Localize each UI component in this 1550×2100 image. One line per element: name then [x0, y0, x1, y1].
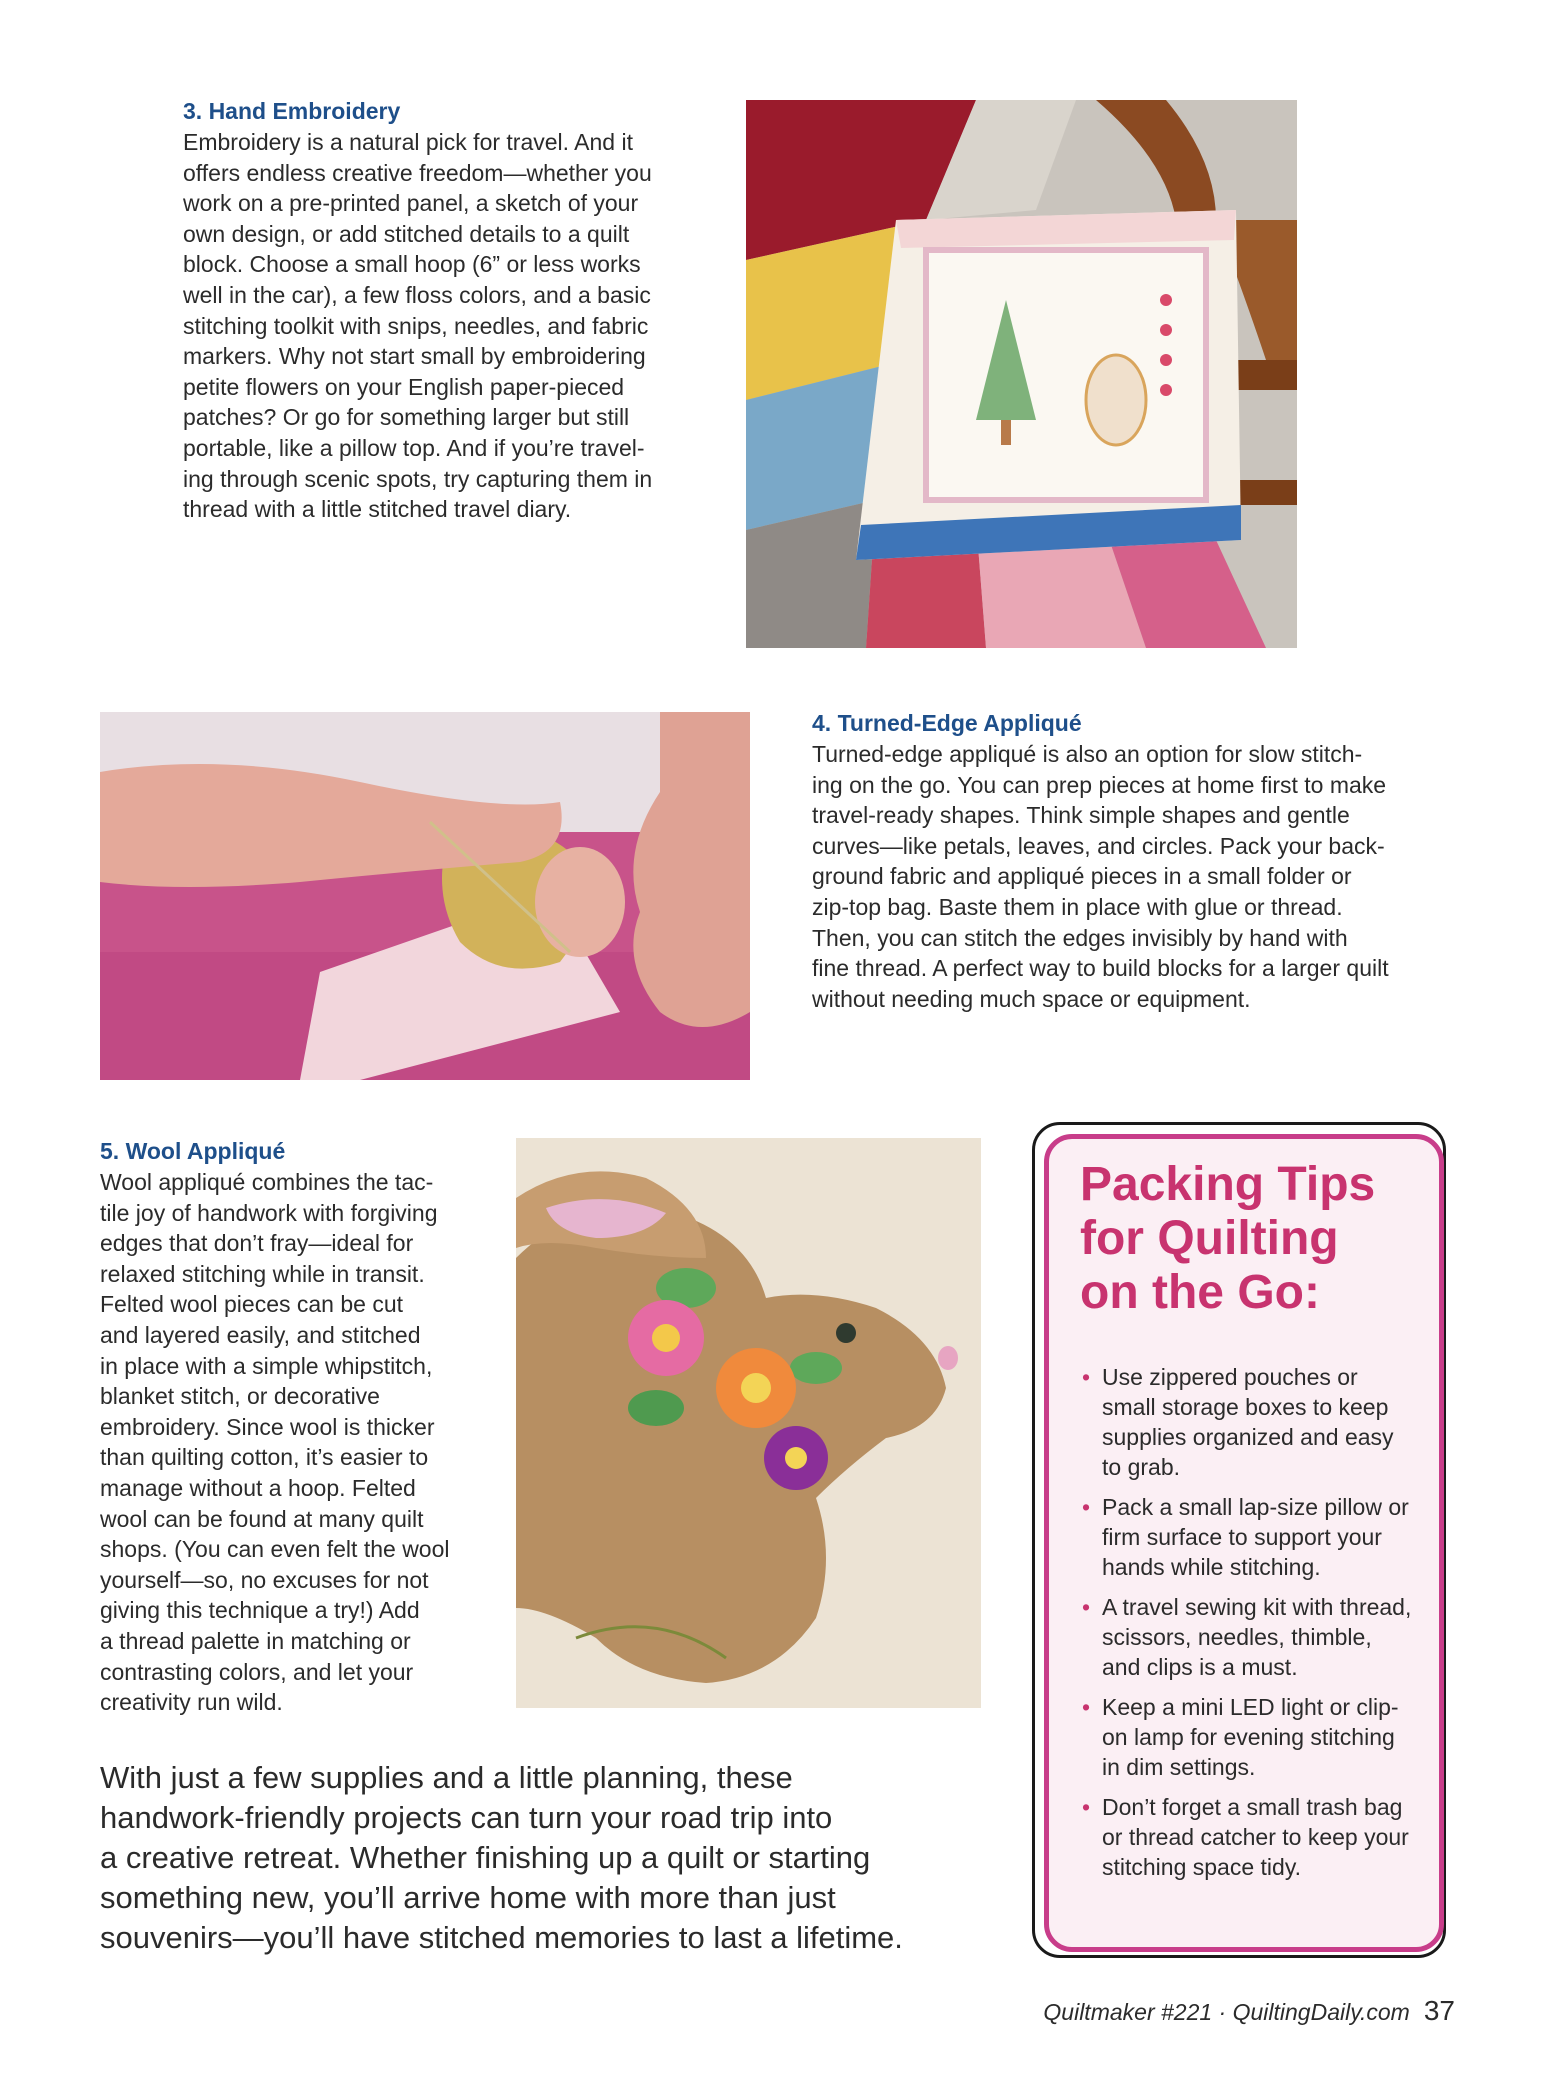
list-item: • Use zippered pouches or small storage boxes to keep supplies organized and easy to grab.: [1082, 1362, 1412, 1482]
page-number: 37: [1423, 1995, 1455, 2026]
page-footer: [1043, 1995, 1455, 2027]
section-heading: 4. Turned-Edge Appliqué: [812, 710, 1082, 736]
list-item: • Don’t forget a small trash bag or thread catcher to keep your stitching space tidy.: [1082, 1792, 1412, 1882]
section-hand-embroidery: [183, 96, 703, 525]
packing-tips-title: Packing Tips for Quilting on the Go:: [1080, 1158, 1376, 1319]
section-heading: 3. Hand Embroidery: [183, 98, 401, 124]
publication-credit: Quiltmaker #221 · QuiltingDaily.com: [1043, 1999, 1410, 2025]
list-item: • Pack a small lap-size pillow or firm surface to support your hands while stitching.: [1082, 1492, 1412, 1582]
section-turned-edge-applique: [812, 708, 1452, 1014]
photo-wool-applique-bunny: [516, 1138, 981, 1708]
packing-tips-list: [1082, 1362, 1412, 1892]
section-body: Embroidery is a natural pick for travel. And it offers endless creative freedom—whether you work on a pre-printed panel, a sketch of your own design, or add stitched details to a quilt block. Choose a small hoop (6” or less works well in the car), a few floss colors, and a basic stitching toolkit with snips, needles, and fabric markers. Why not start small by embroidering petite flowers on your English paper-pieced patches? Or go for something larger but still portable, like a pillow top. And if you’re travel- ing through scenic spots, try capturing them in thread with a little stitched travel diary.: [183, 129, 653, 523]
section-body: Wool appliqué combines the tac- tile joy of handwork with forgiving edges that don’t fray—ideal for relaxed stitching while in transit. Felted wool pieces can be cut and layered easily, and stitched in place with a simple whipstitch, blanket stitch, or decorative embroidery. Since wool is thicker than quilting cotton, it’s easier to manage without a hoop. Felted wool can be found at many quilt shops. (You can even felt the wool yourself—so, no excuses for not giving this technique a try!) Add a thread palette in matching or contrasting colors, and let your creativity run wild.: [100, 1169, 450, 1716]
list-item: • A travel sewing kit with thread, scissors, needles, thimble, and clips is a must.: [1082, 1592, 1412, 1682]
section-wool-applique: [100, 1136, 500, 1718]
photo-turned-edge-applique: [100, 712, 750, 1080]
section-body: Turned-edge appliqué is also an option for slow stitch- ing on the go. You can prep pieces at home first to make travel-ready shapes. Think simple shapes and gentle curves—like petals, leaves, and circles. Pack your back- ground fabric and appliqué pieces in a small folder or zip-top bag. Baste them in place with glue or thread. Then, you can stitch the edges invisibly by hand with fine thread. A perfect way to build blocks for a larger quilt without needing much space or equipment.: [812, 741, 1389, 1012]
photo-embroidered-pillow: [746, 100, 1297, 648]
section-heading: 5. Wool Appliqué: [100, 1138, 286, 1164]
list-item: • Keep a mini LED light or clip-on lamp for evening stitching in dim settings.: [1082, 1692, 1412, 1782]
closing-paragraph: With just a few supplies and a little planning, these handwork-friendly projects can turn your road trip into a creative retreat. Whether finishing up a quilt or starting something new, you’ll arrive home with more than just souvenirs—you’ll have stitched memories to last a lifetime.: [100, 1760, 903, 1955]
